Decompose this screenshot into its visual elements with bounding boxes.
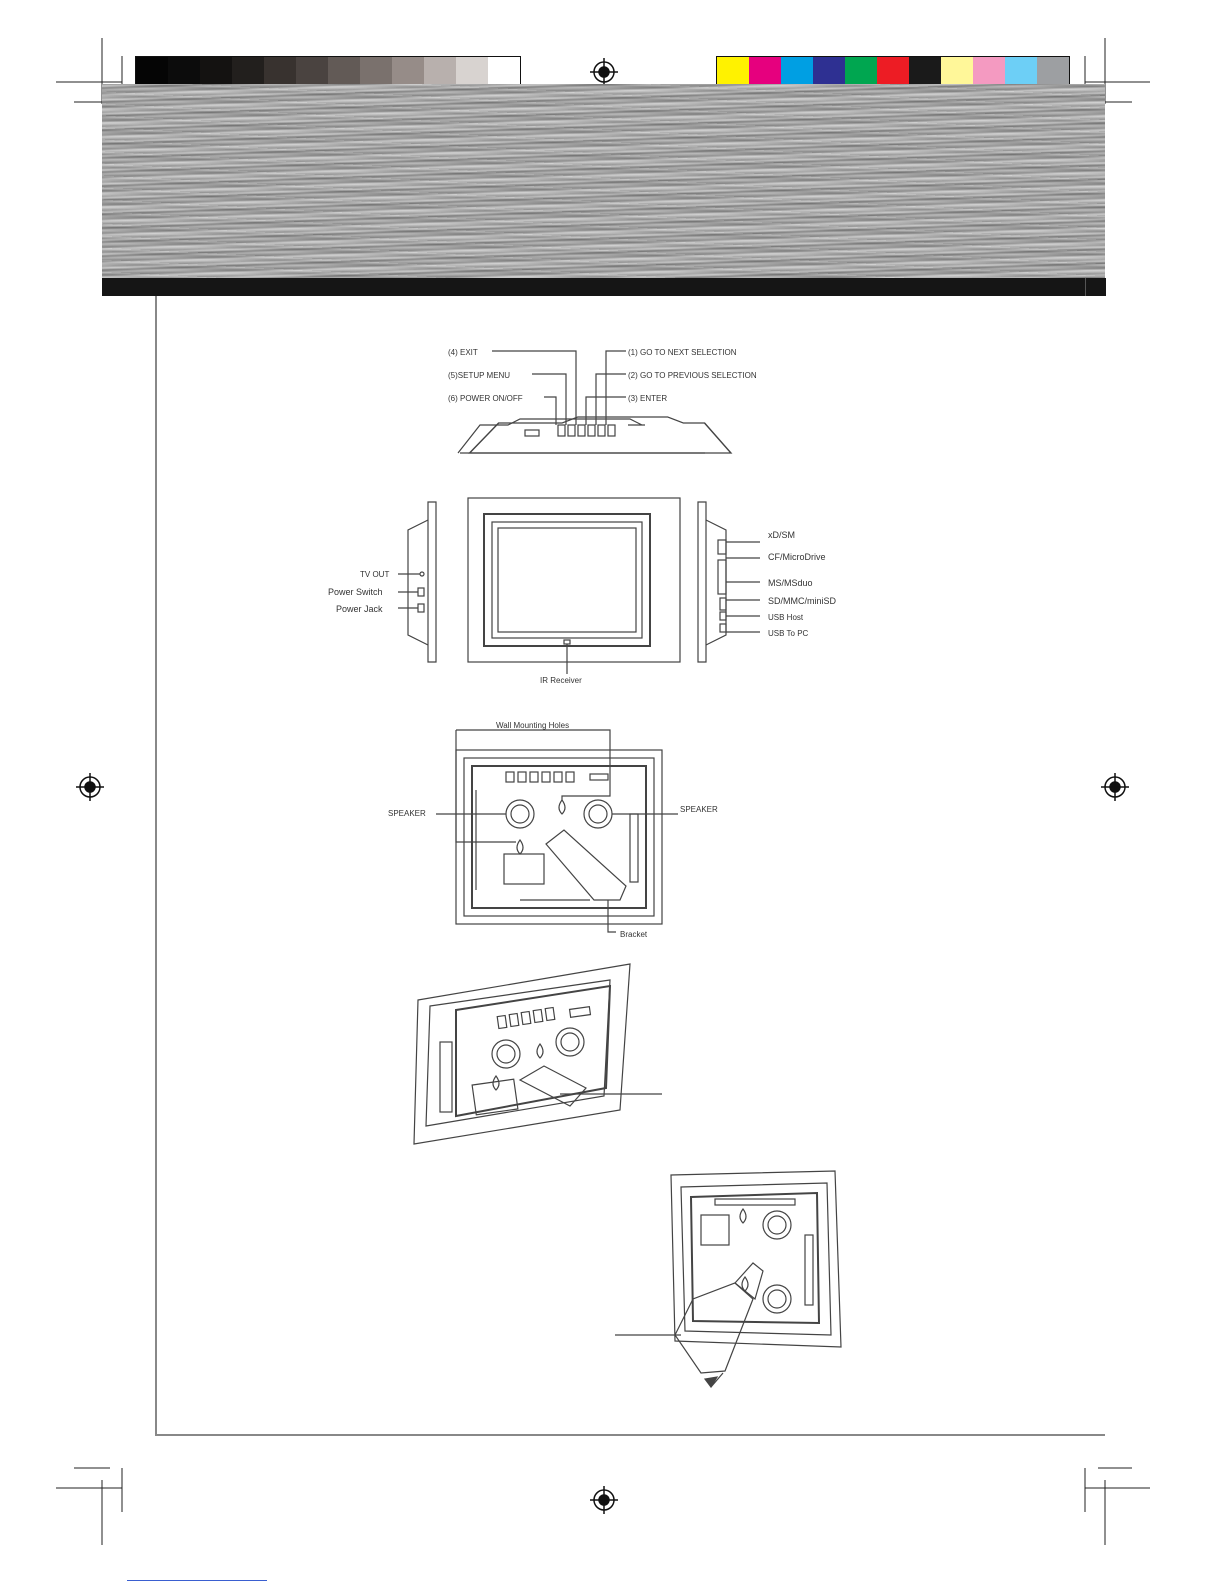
label-usb-host: USB Host <box>768 613 804 622</box>
label-enter: (3) ENTER <box>628 394 668 403</box>
label-speaker-left: SPEAKER <box>388 809 426 818</box>
bottom-rule <box>155 1434 1105 1436</box>
gray-swatch-9 <box>424 57 456 87</box>
label-xd-sm: xD/SM <box>768 530 795 540</box>
label-exit: (4) EXIT <box>448 348 478 357</box>
angled-back-view-diagram <box>410 960 680 1150</box>
bracket-placement-diagram <box>605 1165 855 1400</box>
label-speaker-right: SPEAKER <box>680 805 718 814</box>
color-swatch-10 <box>1037 57 1069 87</box>
label-bracket: Bracket <box>620 930 648 939</box>
left-margin-rule <box>155 296 157 1436</box>
label-tv-out: TV OUT <box>360 570 390 579</box>
registration-mark-right <box>1101 773 1129 801</box>
top-view-diagram <box>430 335 810 465</box>
gray-swatch-7 <box>360 57 392 87</box>
label-power-onoff: (6) POWER ON/OFF <box>448 394 523 403</box>
header-bar <box>102 278 1105 296</box>
label-next-selection: (1) GO TO NEXT SELECTION <box>628 348 737 357</box>
label-wall-mounting-holes: Wall Mounting Holes <box>496 721 570 730</box>
label-sd-mmc: SD/MMC/miniSD <box>768 596 837 606</box>
label-cf-microdrive: CF/MicroDrive <box>768 552 826 562</box>
gray-swatch-8 <box>392 57 424 87</box>
gray-swatch-3 <box>232 57 264 87</box>
registration-mark-bottom <box>590 1486 618 1514</box>
color-swatch-4 <box>845 57 877 87</box>
color-swatch-6 <box>909 57 941 87</box>
label-ir-receiver: IR Receiver <box>540 676 582 685</box>
gray-swatch-0 <box>136 57 168 87</box>
label-setup-menu: (5)SETUP MENU <box>448 371 511 380</box>
header-bar-end <box>1085 278 1106 296</box>
color-swatch-7 <box>941 57 973 87</box>
gray-swatch-6 <box>328 57 360 87</box>
gray-swatch-5 <box>296 57 328 87</box>
side-front-views-diagram <box>320 490 880 690</box>
brushed-metal-banner <box>102 84 1105 278</box>
color-swatch-1 <box>749 57 781 87</box>
gray-swatch-4 <box>264 57 296 87</box>
gray-swatch-10 <box>456 57 488 87</box>
label-usb-to-pc: USB To PC <box>768 629 809 638</box>
registration-mark-left <box>76 773 104 801</box>
registration-mark-top <box>590 58 618 86</box>
label-power-jack: Power Jack <box>336 604 383 614</box>
color-swatch-0 <box>717 57 749 87</box>
label-previous-selection: (2) GO TO PREVIOUS SELECTION <box>628 371 757 380</box>
label-power-switch: Power Switch <box>328 587 383 597</box>
color-swatch-5 <box>877 57 909 87</box>
color-swatch-8 <box>973 57 1005 87</box>
color-swatch-2 <box>781 57 813 87</box>
color-swatch-9 <box>1005 57 1037 87</box>
bottom-link-underline <box>127 1580 267 1581</box>
label-ms-msduo: MS/MSduo <box>768 578 813 588</box>
gray-swatch-2 <box>200 57 232 87</box>
gray-swatch-1 <box>168 57 200 87</box>
color-swatch-3 <box>813 57 845 87</box>
gray-swatch-11 <box>488 57 520 87</box>
back-view-diagram <box>380 720 740 950</box>
